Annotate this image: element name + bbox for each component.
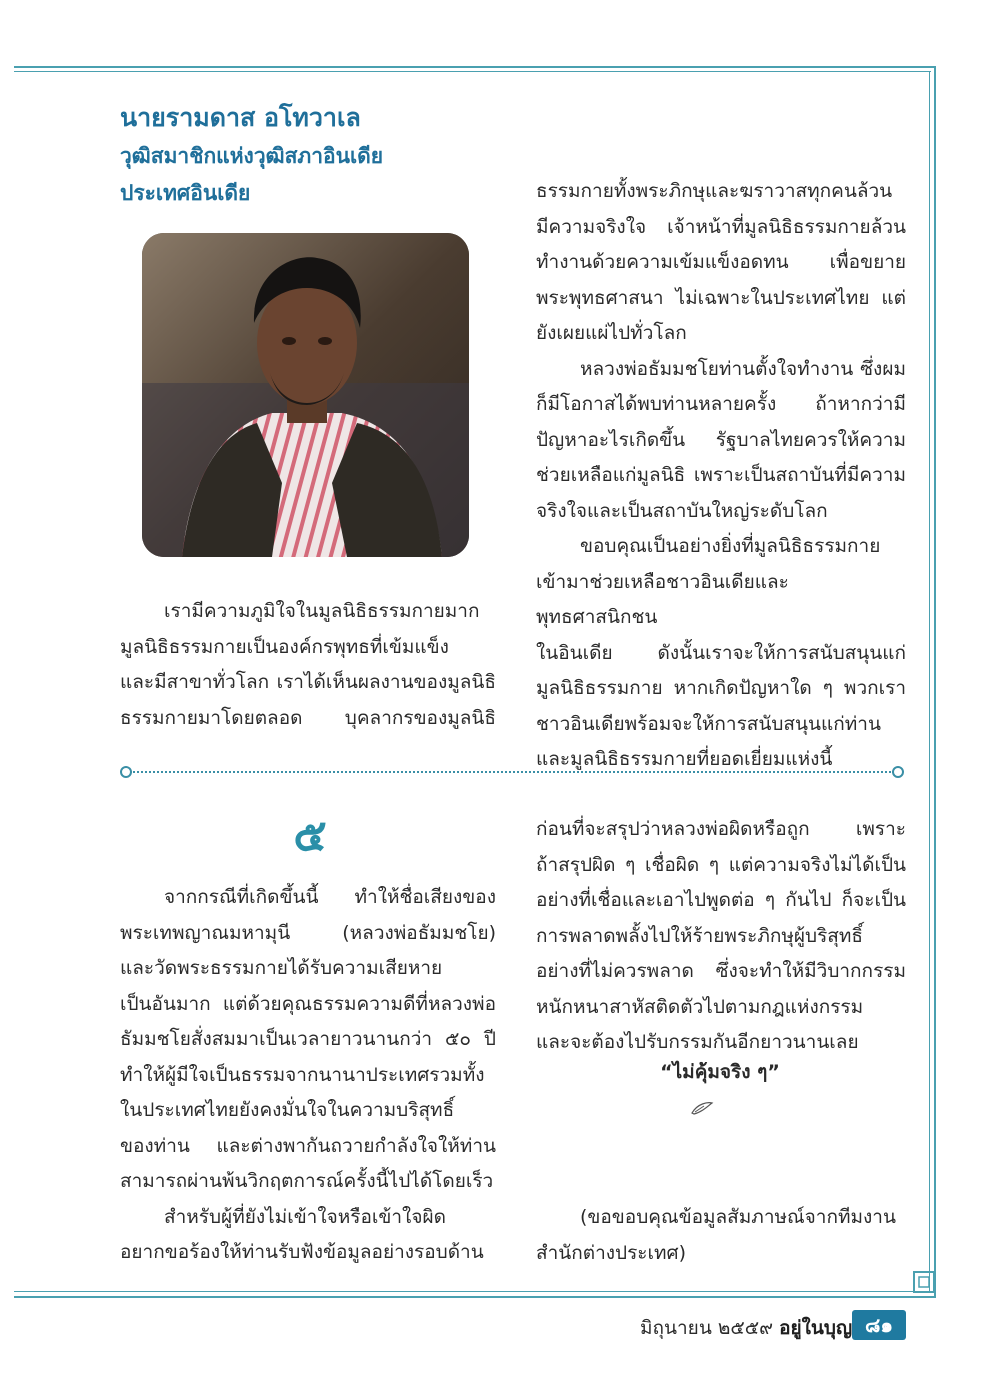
paragraph-line: และมีสาขาทั่วโลก เราได้เห็นผลงานของมูลนิธิ bbox=[120, 671, 496, 693]
speaker-name: นายรามดาส อโทวาเล bbox=[120, 103, 361, 132]
paragraph-line: สำหรับผู้ที่ยังไม่เข้าใจหรือเข้าใจผิด bbox=[164, 1205, 446, 1228]
paragraph-line: ขอบคุณเป็นอย่างยิ่งที่มูลนิธิธรรมกาย bbox=[580, 535, 881, 557]
right-column-bottom-text bbox=[536, 812, 906, 1061]
speaker-position: วุฒิสมาชิกแห่งวุฒิสภาอินเดีย bbox=[120, 144, 384, 168]
credit-line: (ขอขอบคุณข้อมูลสัมภาษณ์จากทีมงาน bbox=[580, 1206, 896, 1228]
paragraph-line: พระเทพญาณมหามุนี (หลวงพ่อธัมมชโย) bbox=[120, 921, 496, 944]
pen-nib-icon bbox=[690, 1100, 714, 1116]
paragraph-line: ในประเทศไทยยังคงมั่นใจในความบริสุทธิ์ bbox=[120, 1099, 455, 1121]
footer-issue bbox=[640, 1313, 852, 1343]
speaker-heading bbox=[120, 98, 540, 212]
corner-ornament-icon bbox=[910, 1268, 938, 1296]
frame-bottom-line bbox=[14, 1296, 936, 1298]
interview-credits bbox=[536, 1200, 906, 1271]
paragraph-line: ก่อนที่จะสรุปว่าหลวงพ่อผิดหรือถูก เพราะ bbox=[536, 818, 906, 840]
page-number-badge: ๘๑ bbox=[852, 1310, 906, 1340]
credit-line: สำนักต่างประเทศ) bbox=[536, 1241, 687, 1264]
section-divider bbox=[120, 764, 904, 780]
paragraph-line: อย่างที่เชื่อและเอาไปพูดต่อ ๆ กันไป ก็จะเป็น bbox=[536, 889, 906, 911]
paragraph-line: ถ้าสรุปผิด ๆ เชื่อผิด ๆ แต่ความจริงไม่ได้เป็น bbox=[536, 853, 906, 876]
divider-left-ring bbox=[120, 766, 132, 778]
paragraph-line: อย่างที่ไม่ควรพลาด ซึ่งจะทำให้มีวิบากกรรม bbox=[536, 960, 906, 982]
paragraph-line: หลวงพ่อธัมมชโยท่านตั้งใจทำงาน ซึ่งผม bbox=[580, 357, 906, 380]
section-number: ๕ bbox=[293, 810, 327, 861]
paragraph-line: เป็นอันมาก แต่ด้วยคุณธรรมความดีที่หลวงพ่อ bbox=[120, 992, 496, 1015]
frame-right-line bbox=[934, 66, 936, 1298]
frame-bottom-inner-line bbox=[14, 1291, 931, 1292]
paragraph-line: และจะต้องไปรับกรรมกันอีกยาวนานเลย bbox=[536, 1031, 859, 1053]
paragraph-line: ทำงานด้วยความเข้มแข็งอดทน เพื่อขยาย bbox=[536, 251, 906, 273]
left-column-bottom-text bbox=[120, 880, 496, 1271]
paragraph-line: ช่วยเหลือแก่มูลนิธิ เพราะเป็นสถาบันที่มีความ bbox=[536, 464, 906, 486]
paragraph-line: มีความจริงใจ เจ้าหน้าที่มูลนิธิธรรมกายล้วน bbox=[536, 215, 906, 238]
divider-right-ring bbox=[892, 766, 904, 778]
paragraph-line: จากกรณีที่เกิดขึ้นนี้ ทำให้ชื่อเสียงของ bbox=[164, 886, 496, 908]
paragraph-line: อยากขอร้องให้ท่านรับฟังข้อมูลอย่างรอบด้าน bbox=[120, 1241, 484, 1263]
frame-top-line bbox=[14, 66, 936, 68]
speaker-country: ประเทศอินเดีย bbox=[120, 181, 251, 205]
frame-right-inner-line bbox=[929, 71, 930, 1293]
issue-date: มิถุนายน ๒๕๕๙ bbox=[640, 1317, 774, 1339]
speaker-photo bbox=[142, 233, 469, 557]
paragraph-line: จริงใจและเป็นสถาบันใหญ่ระดับโลก bbox=[536, 499, 828, 522]
portrait-illustration bbox=[142, 233, 469, 557]
paragraph-line: ชาวอินเดียพร้อมจะให้การสนับสนุนแก่ท่าน bbox=[536, 712, 881, 735]
paragraph-line: ทำให้ผู้มีใจเป็นธรรมจากนานาประเทศรวมทั้ง bbox=[120, 1063, 485, 1086]
paragraph-line: ธรรมกายมาโดยตลอด บุคลากรของมูลนิธิ bbox=[120, 706, 496, 729]
closing-quote: “ไม่คุ้มจริง ๆ” bbox=[660, 1061, 780, 1083]
paragraph-line: ของท่าน และต่างพากันถวายกำลังใจให้ท่าน bbox=[120, 1134, 496, 1157]
right-column-top-text bbox=[536, 174, 906, 778]
paragraph-line: สามารถผ่านพ้นวิกฤตการณ์ครั้งนี้ไปได้โดยเร็ว bbox=[120, 1170, 494, 1192]
magazine-name: อยู่ในบุญ bbox=[779, 1317, 853, 1339]
paragraph-line: ก็มีโอกาสได้พบท่านหลายครั้ง ถ้าหากว่ามี bbox=[536, 393, 906, 415]
divider-dots bbox=[130, 771, 894, 773]
paragraph-line: มูลนิธิธรรมกาย หากเกิดปัญหาใด ๆ พวกเรา bbox=[536, 677, 906, 699]
paragraph-line: ในอินเดีย ดังนั้นเราจะให้การสนับสนุนแก่ bbox=[536, 641, 906, 664]
left-column-top-text bbox=[120, 594, 496, 736]
paragraph-line: มูลนิธิธรรมกายเป็นองค์กรพุทธที่เข้มแข็ง bbox=[120, 635, 449, 658]
paragraph-line: พระพุทธศาสนา ไม่เฉพาะในประเทศไทย แต่ bbox=[536, 286, 906, 309]
paragraph-line: การพลาดพลั้งไปให้ร้ายพระภิกษุผู้บริสุทธิ์ bbox=[536, 924, 864, 947]
paragraph-line: ธรรมกายทั้งพระภิกษุและฆราวาสทุกคนล้วน bbox=[536, 180, 893, 202]
paragraph-line: และมูลนิธิธรรมกายที่ยอดเยี่ยมแห่งนี้ bbox=[536, 748, 833, 770]
frame-top-inner-line bbox=[14, 71, 931, 72]
paragraph-line: เรามีความภูมิใจในมูลนิธิธรรมกายมาก bbox=[164, 600, 480, 622]
paragraph-line: หนักหนาสาหัสติดตัวไปตามกฎแห่งกรรม bbox=[536, 995, 864, 1018]
paragraph-line: และวัดพระธรรมกายได้รับความเสียหาย bbox=[120, 957, 443, 979]
paragraph-line: ยังเผยแผ่ไปทั่วโลก bbox=[536, 322, 687, 344]
paragraph-line: ธัมมชโยสั่งสมมาเป็นเวลายาวนานกว่า ๕๐ ปี bbox=[120, 1028, 496, 1050]
paragraph-line: เข้ามาช่วยเหลือชาวอินเดียและพุทธศาสนิกชน bbox=[536, 570, 789, 628]
paragraph-line: ปัญหาอะไรเกิดขึ้น รัฐบาลไทยควรให้ความ bbox=[536, 428, 906, 451]
